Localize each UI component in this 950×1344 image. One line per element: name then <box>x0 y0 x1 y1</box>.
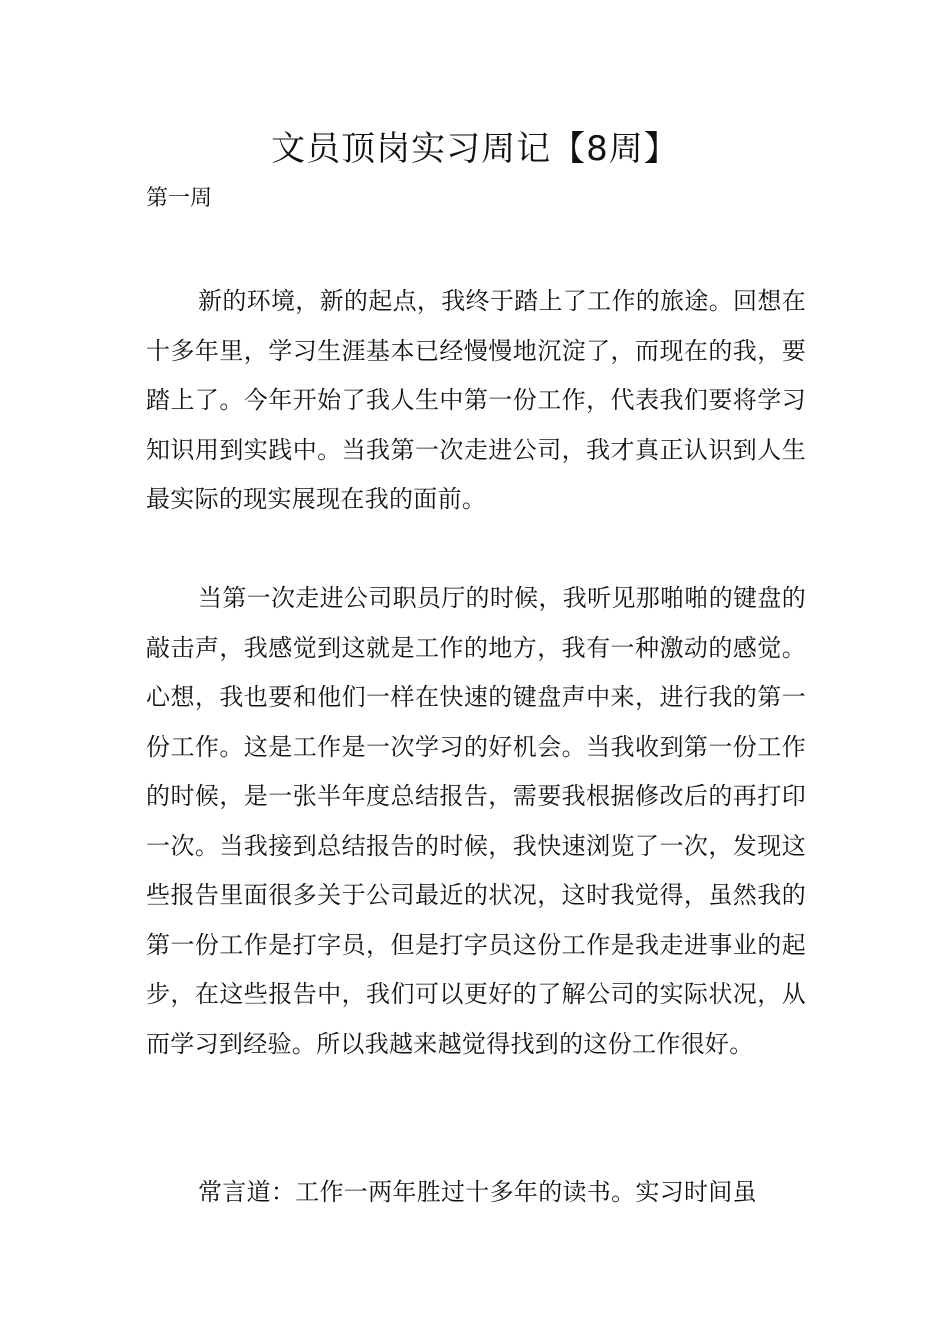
paragraph-3: 常言道：工作一两年胜过十多年的读书。实习时间虽 <box>198 1178 757 1206</box>
section-label: 第一周 <box>146 186 213 211</box>
paragraph-1: 新的环境，新的起点，我终于踏上了工作的旅途。回想在十多年里，学习生涯基本已经慢慢地沉淀了，而现在的我，要踏上了。今年开始了我人生中第一份工作，代表我们要将学习知识用到实践中。当我第一次走进公司，我才真正认识到人生最实际的现实展现在我的面前。 <box>146 287 806 513</box>
paragraph-2: 当第一次走进公司职员厅的时候，我听见那啪啪的键盘的敲击声，我感觉到这就是工作的地方，我有一种激动的感觉。心想，我也要和他们一样在快速的键盘声中来，进行我的第一份工作。这是工作是一次学习的好机会。当我收到第一份工作的时候，是一张半年度总结报告，需要我根据修改后的再打印一次。当我接到总结报告的时候，我快速浏览了一次，发现这些报告里面很多关于公司最近的状况，这时我觉得，虽然我的第一份工作是打字员，但是打字员这份工作是我走进事业的起步，在这些报告中，我们可以更好的了解公司的实际状况，从而学习到经验。所以我越来越觉得找到的这份工作很好。 <box>146 584 806 1058</box>
document-title: 文员顶岗实习周记【8周】 <box>271 129 679 169</box>
